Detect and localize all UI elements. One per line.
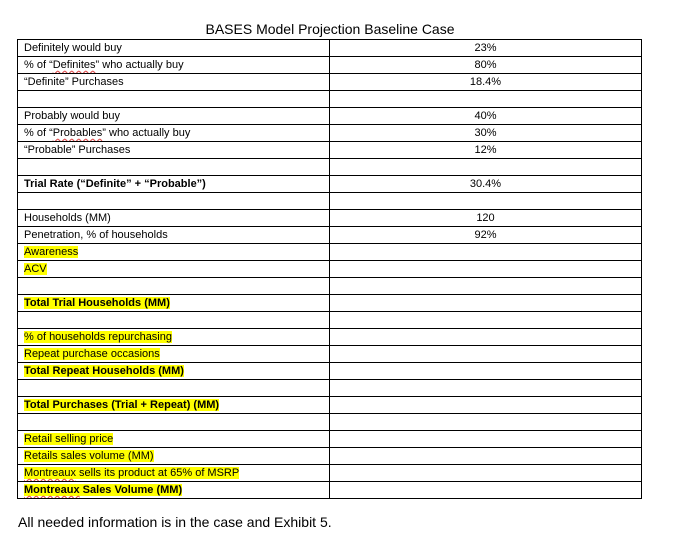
highlighted-label: % of households repurchasing [24, 331, 172, 343]
row-label: “Definite” Purchases [18, 74, 330, 91]
row-value [330, 465, 642, 482]
row-label [18, 193, 330, 210]
row-label [18, 329, 330, 346]
row-label [18, 295, 330, 312]
table-row [18, 465, 642, 482]
highlighted-label: Montreaux sells its product at 65% of MSRP [24, 467, 240, 479]
table-row [18, 244, 642, 261]
row-label [18, 312, 330, 329]
row-value: 23% [330, 40, 642, 57]
blank-row [18, 312, 642, 329]
spellcheck-word: Definites [52, 59, 96, 71]
row-value [330, 261, 642, 278]
blank-row [18, 380, 642, 397]
table-row [18, 431, 642, 448]
blank-row [18, 278, 642, 295]
table-row [18, 227, 642, 244]
spellcheck-word: Montreaux [24, 467, 76, 479]
row-value [330, 312, 642, 329]
row-value [330, 397, 642, 414]
row-value [330, 278, 642, 295]
highlighted-label: Retail selling price [24, 433, 114, 445]
row-value [330, 414, 642, 431]
highlighted-label: ACV [24, 263, 47, 275]
row-value: 80% [330, 57, 642, 74]
bases-projection-table [17, 39, 642, 499]
row-value [330, 380, 642, 397]
row-label [18, 380, 330, 397]
row-label [18, 482, 330, 499]
row-label [18, 465, 330, 482]
row-label: Probably would buy [18, 108, 330, 125]
row-label: Definitely would buy [18, 40, 330, 57]
highlighted-label: Total Purchases (Trial + Repeat) (MM) [24, 399, 220, 411]
row-value [330, 91, 642, 108]
table-row [18, 125, 642, 142]
row-value [330, 448, 642, 465]
spellcheck-word: Probables [52, 127, 103, 139]
row-value [330, 482, 642, 499]
table-row [18, 261, 642, 278]
row-label: % of “Probables” who actually buy [18, 125, 330, 142]
table-row [18, 40, 642, 57]
table-row [18, 176, 642, 193]
row-label [18, 346, 330, 363]
footer-note: All needed information is in the case and Exhibit 5. [18, 514, 332, 530]
table-row [18, 108, 642, 125]
row-value [330, 193, 642, 210]
row-value: 120 [330, 210, 642, 227]
row-label: Trial Rate (“Definite” + “Probable”) [18, 176, 330, 193]
row-label [18, 244, 330, 261]
row-label [18, 278, 330, 295]
row-value: 18.4% [330, 74, 642, 91]
row-label [18, 448, 330, 465]
blank-row [18, 159, 642, 176]
highlighted-label: Total Trial Households (MM) [24, 297, 170, 309]
row-value [330, 295, 642, 312]
row-value: 92% [330, 227, 642, 244]
table-row [18, 329, 642, 346]
row-label: Households (MM) [18, 210, 330, 227]
blank-row [18, 414, 642, 431]
spellcheck-word: Montreaux [24, 484, 80, 496]
table-row [18, 57, 642, 74]
row-value [330, 329, 642, 346]
highlighted-label: Total Repeat Households (MM) [24, 365, 184, 377]
row-value [330, 346, 642, 363]
row-label [18, 397, 330, 414]
row-value [330, 159, 642, 176]
blank-row [18, 91, 642, 108]
table-row [18, 448, 642, 465]
page-title: BASES Model Projection Baseline Case [205, 21, 455, 37]
row-label [18, 159, 330, 176]
table-row [18, 142, 642, 159]
row-label [18, 414, 330, 431]
table-row [18, 74, 642, 91]
table-row [18, 346, 642, 363]
row-label [18, 91, 330, 108]
row-label: Penetration, % of households [18, 227, 330, 244]
highlighted-label: Awareness [24, 246, 79, 258]
row-label [18, 363, 330, 380]
highlighted-label: Retails sales volume (MM) [24, 450, 154, 462]
table-row [18, 295, 642, 312]
row-value: 30.4% [330, 176, 642, 193]
blank-row [18, 193, 642, 210]
row-value: 40% [330, 108, 642, 125]
row-value [330, 244, 642, 261]
table-row [18, 210, 642, 227]
row-label: % of “Definites” who actually buy [18, 57, 330, 74]
table-row [18, 363, 642, 380]
row-label [18, 431, 330, 448]
table-row [18, 397, 642, 414]
row-label [18, 261, 330, 278]
highlighted-label: Montreaux Sales Volume (MM) [24, 484, 183, 496]
row-label: “Probable” Purchases [18, 142, 330, 159]
row-value [330, 363, 642, 380]
highlighted-label: Repeat purchase occasions [24, 348, 160, 360]
row-value [330, 431, 642, 448]
row-value: 12% [330, 142, 642, 159]
table-row [18, 482, 642, 499]
row-value: 30% [330, 125, 642, 142]
